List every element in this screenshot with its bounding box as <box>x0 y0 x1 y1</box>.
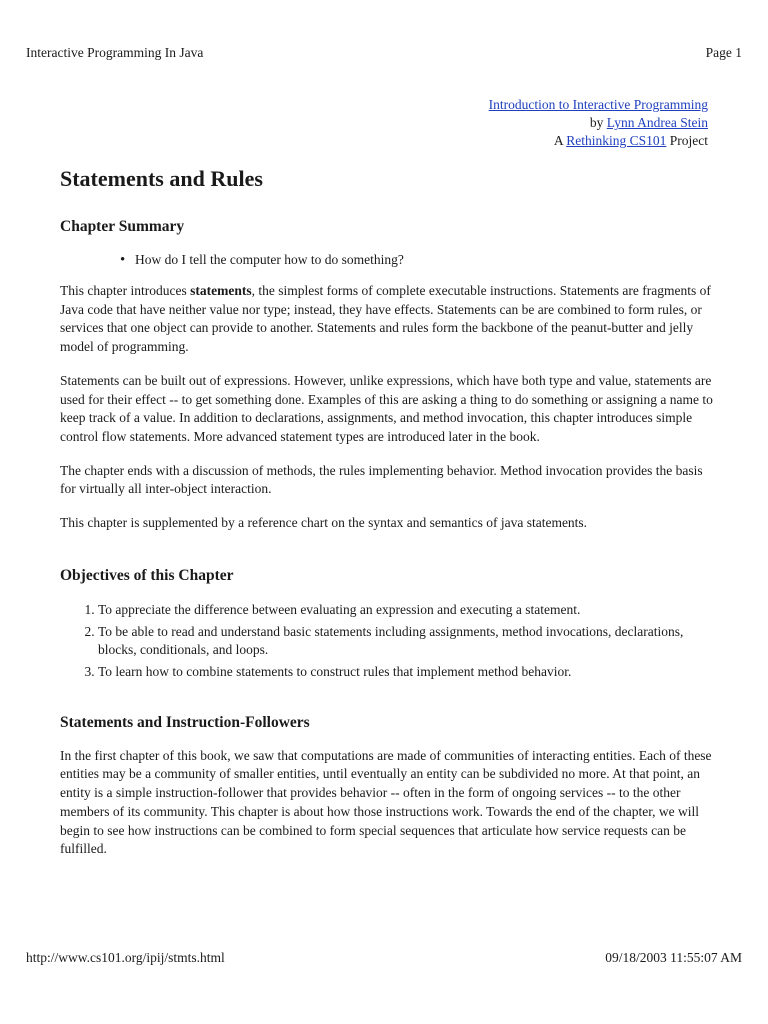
objective-item: 1. To appreciate the difference between evaluating an expression and executing a statement. <box>98 601 714 619</box>
statements-term: statements <box>190 283 252 298</box>
author-link[interactable]: Lynn Andrea Stein <box>606 115 708 130</box>
objectives-list <box>60 601 714 681</box>
summary-paragraph-4: This chapter is supplemented by a reference chart on the syntax and semantics of java statements. <box>60 515 588 531</box>
footer-url: http://www.cs101.org/ipij/stmts.html <box>26 950 225 965</box>
book-title-link[interactable]: Introduction to Interactive Programming <box>488 97 708 112</box>
instruction-followers-heading: Statements and Instruction-Followers <box>60 713 310 731</box>
project-prefix: A <box>553 133 567 148</box>
chapter-summary-heading: Chapter Summary <box>60 218 185 235</box>
summary-paragraph-3: The chapter ends with a discussion of methods, the rules implementing behavior. Method invocation provides the basis for virtually all inter-object interaction. <box>60 462 703 497</box>
header-page-number: Page 1 <box>705 45 742 60</box>
footer-timestamp: 09/18/2003 11:55:07 AM <box>605 950 742 965</box>
header-document-title: Interactive Programming In Java <box>26 45 204 60</box>
print-header <box>26 45 742 61</box>
objectives-heading: Objectives of this Chapter <box>60 566 234 584</box>
author-prefix: by <box>589 115 607 130</box>
page-title: Statements and Rules <box>60 166 263 191</box>
chapter-content <box>60 166 714 859</box>
summary-bullet: • How do I tell the computer how to do something? <box>120 251 714 269</box>
objective-item: 3. To learn how to combine statements to construct rules that implement method behavior. <box>98 663 714 681</box>
project-link[interactable]: Rethinking CS101 <box>566 133 667 148</box>
summary-p1-before: This chapter introduces <box>60 283 191 298</box>
print-footer <box>26 950 742 966</box>
summary-paragraph-1 <box>60 282 714 357</box>
book-credit <box>489 96 708 150</box>
summary-bullet-list <box>60 251 714 269</box>
instruction-followers-paragraph: In the first chapter of this book, we saw that computations are made of communities of interacting entities. Each of these entities may be a community of smaller entities, until eventually an entity can be subdivided no more. At that point, an entity is a simple instruction-follower that provides behavior -- often in the form of ongoing services -- to the other members of its community. This chapter is about how those instructions work. Towards the end of the chapter, we will begin to see how instructions can be combined to form special sequences that articulate how service requests can be fulfilled. <box>60 747 712 857</box>
summary-p1-after: , the simplest forms of complete executable instructions. Statements are fragments of Java code that have neither value nor type; instead, they have effects. Statements can be are combined to form rules, or services that one object can provide to another. Statements and rules form the backbone of the peanut-butter and jelly model of programming. <box>60 283 711 355</box>
summary-paragraph-2: Statements can be built out of expressions. However, unlike expressions, which have both type and value, statements are used for their effect -- to get something done. Examples of this are asking a thing to do something or assigning a name to keep track of a value. In addition to declarations, assignments, and method invocation, this chapter introduces simple control flow statements. More advanced statement types are introduced later in the book. <box>60 372 713 444</box>
objective-item: 2. To be able to read and understand basic statements including assignments, method invocations, declarations, blocks, conditionals, and loops. <box>98 623 714 658</box>
project-suffix: Project <box>666 133 708 148</box>
